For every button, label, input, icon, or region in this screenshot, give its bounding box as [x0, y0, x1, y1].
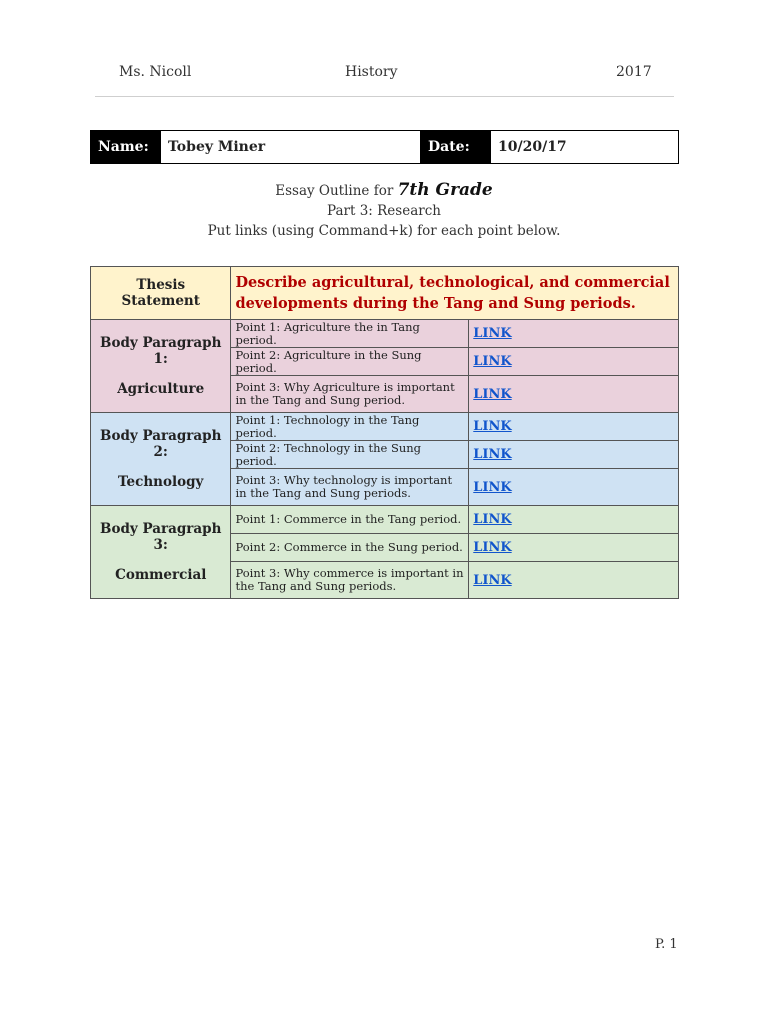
name-value[interactable]: Tobey Miner: [161, 131, 421, 164]
title-prefix: Essay Outline for: [275, 183, 394, 199]
point-text[interactable]: Point 3: Why technology is important in the Tang and Sung periods.: [231, 469, 469, 506]
point-link[interactable]: LINK: [473, 354, 512, 369]
table-row: [91, 320, 679, 348]
body-paragraph-title: Body Paragraph 1:: [100, 335, 222, 367]
outline-title: [0, 180, 768, 201]
point-text[interactable]: Point 1: Agriculture the in Tang period.: [231, 320, 469, 348]
thesis-text[interactable]: Describe agricultural, technological, and commercial developments during the Tang and Sung periods.: [231, 267, 679, 320]
body-paragraph-1-label: [91, 320, 231, 413]
table-row: [91, 413, 679, 441]
instruction-text: Put links (using Command+k) for each point below.: [207, 223, 561, 239]
point-text[interactable]: Point 2: Commerce in the Sung period.: [231, 534, 469, 562]
body-paragraph-3-label: [91, 506, 231, 599]
header-divider: [95, 96, 674, 97]
body-paragraph-title: Body Paragraph 2:: [100, 428, 222, 460]
body-paragraph-topic: Agriculture: [117, 381, 205, 397]
body-paragraph-topic: Technology: [118, 474, 204, 490]
intro-block: [0, 180, 768, 241]
point-text[interactable]: Point 3: Why Agriculture is important in the Tang and Sung period.: [231, 376, 469, 413]
point-link[interactable]: LINK: [473, 479, 512, 495]
point-link[interactable]: LINK: [473, 326, 512, 341]
date-value[interactable]: 10/20/17: [491, 131, 679, 164]
table-row: [91, 506, 679, 534]
body-paragraph-2-label: [91, 413, 231, 506]
point-link[interactable]: LINK: [473, 419, 512, 434]
teacher-name: Ms. Nicoll: [119, 64, 192, 80]
point-link[interactable]: LINK: [473, 447, 512, 462]
page-number: P. 1: [655, 937, 678, 952]
point-text[interactable]: Point 1: Technology in the Tang period.: [231, 413, 469, 441]
essay-outline-table: [90, 266, 679, 599]
page-header: [0, 64, 768, 84]
point-link[interactable]: LINK: [473, 540, 512, 555]
grade-label: 7th Grade: [397, 180, 493, 200]
point-text[interactable]: Point 2: Agriculture in the Sung period.: [231, 348, 469, 376]
point-link[interactable]: LINK: [473, 386, 512, 402]
subject-name: History: [345, 64, 398, 80]
student-info-table: [90, 130, 679, 164]
point-text[interactable]: Point 2: Technology in the Sung period.: [231, 441, 469, 469]
year: 2017: [616, 64, 652, 80]
thesis-row: [91, 267, 679, 320]
body-paragraph-topic: Commercial: [115, 567, 207, 583]
name-label: Name:: [91, 131, 161, 164]
part-label: Part 3: Research: [327, 203, 441, 219]
thesis-label: Thesis Statement: [91, 267, 231, 320]
point-link[interactable]: LINK: [473, 572, 512, 588]
point-link[interactable]: LINK: [473, 512, 512, 527]
point-text[interactable]: Point 3: Why commerce is important in the Tang and Sung periods.: [231, 562, 469, 599]
body-paragraph-title: Body Paragraph 3:: [100, 521, 222, 553]
point-text[interactable]: Point 1: Commerce in the Tang period.: [231, 506, 469, 534]
date-label: Date:: [421, 131, 491, 164]
